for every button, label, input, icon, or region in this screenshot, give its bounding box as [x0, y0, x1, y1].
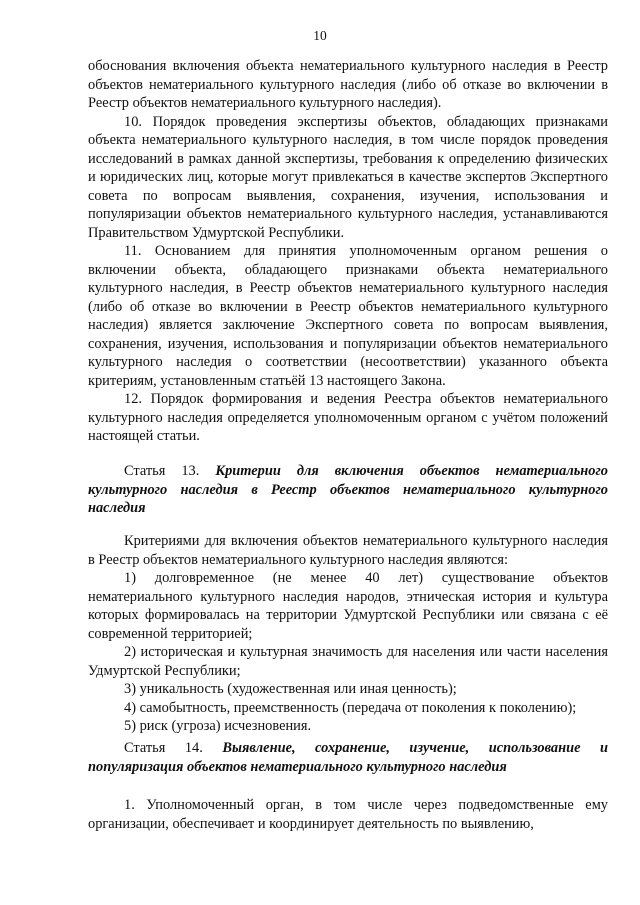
criteria-item-3: 3) уникальность (художественная или иная ценность); — [124, 681, 457, 697]
criteria-item-1: 1) долговременное (не менее 40 лет) существование объектов нематериального культурного наследия народов, этническая история и культура которых формировалась на территории Удмуртской Республики или связана с её современной территорией; — [88, 570, 608, 642]
paragraph-item-10: 10. Порядок проведения экспертизы объектов, обладающих признаками объекта нематериального культурного наследия, в том числе порядок проведения исследований в рамках данной экспертизы, требования к определению физических и юридических лиц, которые могут привлекаться в качестве экспертов Экспертного совета по вопросам выявления, сохранения, изучения, использования и популяризации объектов нематериального культурного наследия, устанавливаются Правительством Удмуртской Республики. — [88, 113, 608, 241]
article-13-body — [88, 532, 608, 736]
paragraph-continued: обоснования включения объекта нематериального культурного наследия в Реестр объектов нематериального культурного наследия (либо об отказе во включении в Реестр объектов нематериального культурного наследия). — [88, 58, 608, 111]
criteria-item-5: 5) риск (угроза) исчезновения. — [124, 718, 312, 734]
paragraph-item-1: 1. Уполномоченный орган, в том числе через подведомственные ему организации, обеспечивает и координирует деятельность по выявлению, — [88, 797, 608, 832]
criteria-item-2: 2) историческая и культурная значимость для населения или части населения Удмуртской Республики; — [88, 644, 608, 679]
article-heading — [88, 739, 608, 776]
page-number: 10 — [313, 28, 327, 43]
criteria-intro: Критериями для включения объектов нематериального культурного наследия в Реестр объектов нематериального культурного наследия являются: — [88, 533, 608, 568]
article-14-body — [88, 796, 608, 833]
criteria-item-4: 4) самобытность, преемственность (передача от поколения к поколению); — [124, 699, 577, 716]
article-13-heading — [88, 462, 608, 518]
article-label: Статья 13. — [124, 463, 200, 479]
article-title: Критерии для включения объектов нематериального культурного наследия в Реестр объектов нематериального культурного наследия — [88, 463, 608, 516]
section-paragraphs-top — [88, 57, 608, 446]
article-heading — [88, 462, 608, 518]
article-title: Выявление, сохранение, изучение, использование и популяризация объектов нематериального культурного наследия — [88, 740, 608, 775]
article-14-heading — [88, 739, 608, 776]
paragraph-item-11: 11. Основанием для принятия уполномоченным органом решения о включении объекта, обладающего признаками объекта нематериального культурного наследия, в Реестр объектов нематериального культурного наследия (либо об отказе во включении в Реестр объектов нематериального культурного наследия) является заключение Экспертного совета по вопросам выявления, сохранения, изучения, использования и популяризации объектов нематериального культурного наследия о соответствии (несоответствии) указанного объекта критериям, установленным статьёй 13 настоящего Закона. — [88, 243, 608, 389]
article-label: Статья 14. — [124, 740, 203, 756]
paragraph-item-12: 12. Порядок формирования и ведения Реестра объектов нематериального культурного наследия определяется уполномоченным органом с учётом положений настоящей статьи. — [88, 391, 608, 444]
